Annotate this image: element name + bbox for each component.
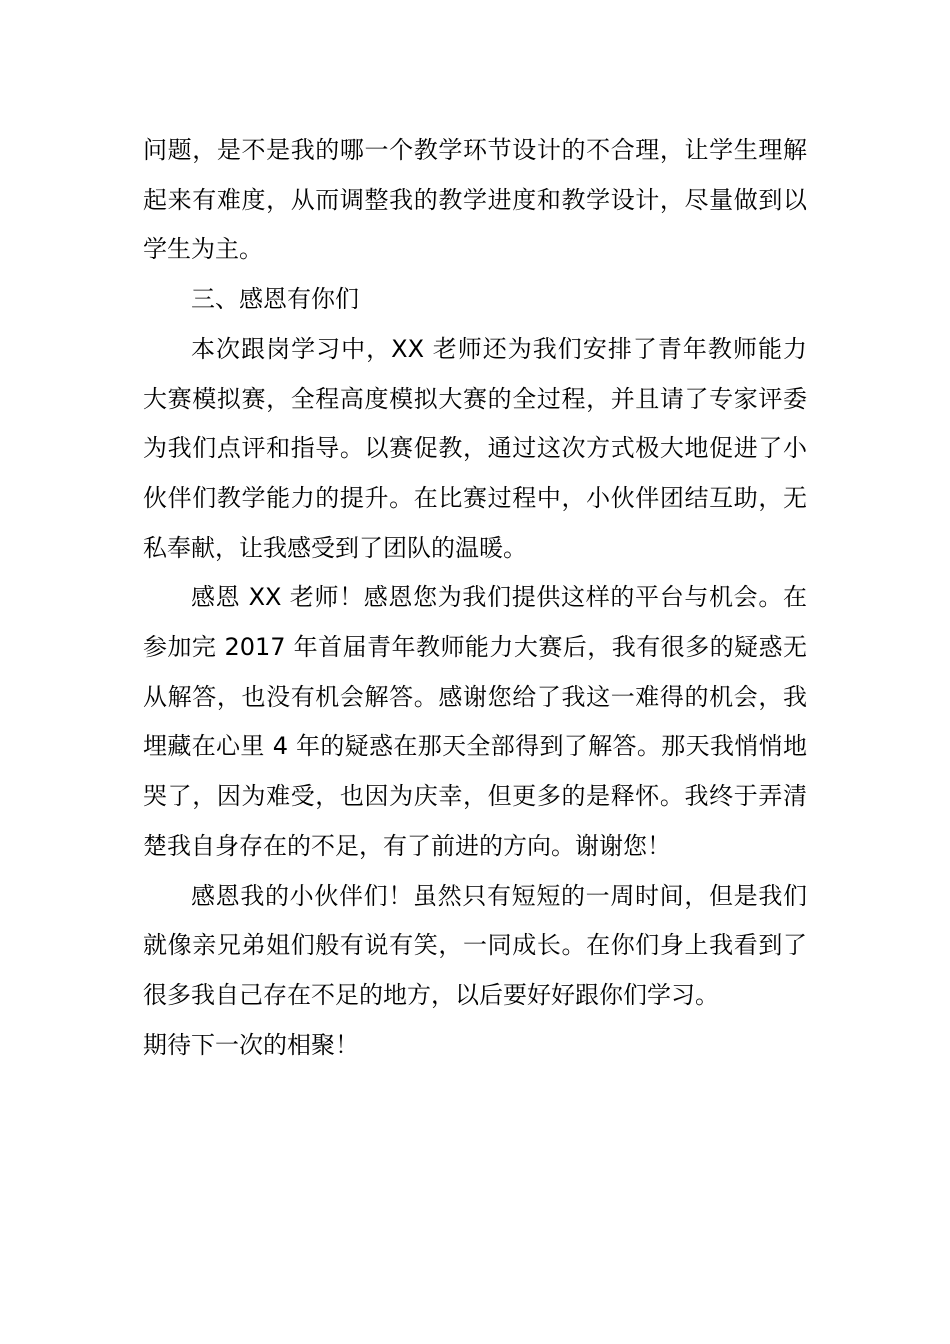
closing-line: 期待下一次的相聚！: [143, 1030, 359, 1059]
section-heading: 三、感恩有你们: [191, 285, 359, 314]
paragraph-competition: 本次跟岗学习中，XX 老师还为我们安排了青年教师能力大赛模拟赛，全程高度模拟大赛的全过程，并且请了专家评委为我们点评和指导。以赛促教，通过这次方式极大地促进了小伙伴们教学能力的提升。在比赛过程中，小伙伴团结互助，无私奉献，让我感受到了团队的温暖。: [143, 334, 807, 562]
paragraph-thanks-partners: 感恩我的小伙伴们！虽然只有短短的一周时间，但是我们就像亲兄弟姐们般有说有笑，一同成长。在你们身上我看到了很多我自己存在不足的地方，以后要好好跟你们学习。: [143, 881, 807, 1009]
paragraph-thanks-teacher: 感恩 XX 老师！感恩您为我们提供这样的平台与机会。在参加完 2017 年首届青年教师能力大赛后，我有很多的疑惑无从解答，也没有机会解答。感谢您给了我这一难得的机会，我埋藏在心里 4 年的疑惑在那天全部得到了解答。那天我悄悄地哭了，因为难受，也因为庆幸，但更多的是释怀。我终于弄清楚我自身存在的不足，有了前进的方向。谢谢您！: [143, 583, 807, 860]
paragraph-continued: 问题，是不是我的哪一个教学环节设计的不合理，让学生理解起来有难度，从而调整我的教学进度和教学设计，尽量做到以学生为主。: [143, 136, 807, 264]
document-body: [143, 126, 807, 1070]
